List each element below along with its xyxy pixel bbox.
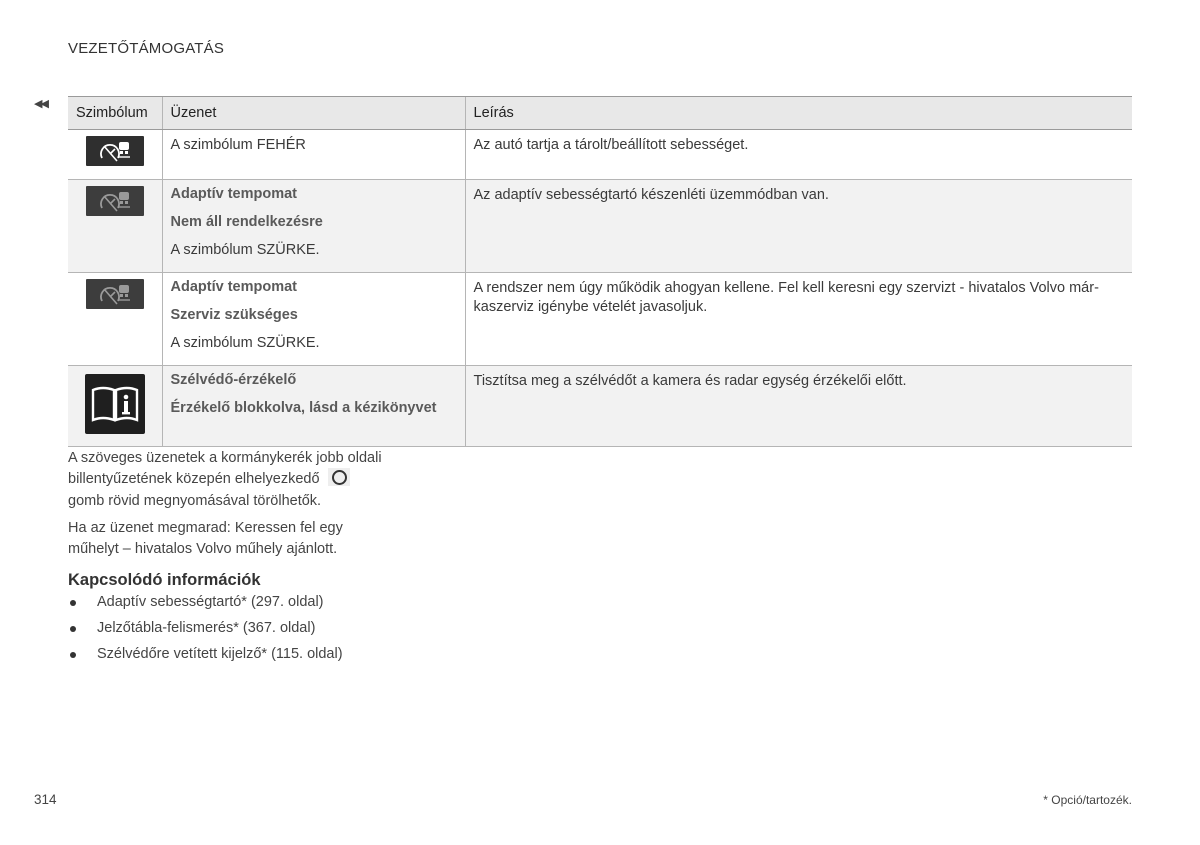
paragraph-line	[68, 469, 408, 491]
message-subtitle: Érzékelő blokkolva, lásd a kézikönyvet	[170, 400, 437, 416]
message-note: A szimbólum SZÜRKE.	[170, 242, 320, 258]
table-row	[68, 273, 1132, 366]
related-info-heading: Kapcsolódó információk	[68, 571, 261, 589]
message-title: Szélvédő-érzékelő	[170, 372, 297, 388]
description-text: Az autó tartja a tárolt/beállított sebességet.	[473, 137, 749, 153]
description-text: Az adaptív sebességtartó készenléti üzemmódban van.	[473, 187, 829, 203]
paragraph-text: billentyűzetének közepén elhelyezkedő	[68, 471, 320, 487]
message-title: Adaptív tempomat	[170, 279, 297, 295]
manual-info-icon	[85, 374, 145, 434]
section-title: VEZETŐTÁMOGATÁS	[68, 40, 225, 57]
message-text: A szimbólum FEHÉR	[170, 137, 306, 153]
related-link[interactable]: Adaptív sebességtartó* (297. oldal)	[68, 592, 343, 618]
symbol-cell	[68, 130, 162, 180]
steering-wheel-button-icon	[328, 468, 350, 486]
message-subtitle: Szerviz szükséges	[170, 307, 298, 323]
table-row	[68, 130, 1132, 180]
page-number: 314	[34, 792, 57, 807]
column-header-description: Leírás	[465, 97, 1132, 130]
related-link[interactable]: Szélvédőre vetített kijelző* (115. oldal)	[68, 644, 343, 670]
adaptive-cruise-icon	[86, 186, 144, 216]
message-table	[68, 96, 1132, 447]
message-note: A szimbólum SZÜRKE.	[170, 335, 320, 351]
message-title: Adaptív tempomat	[170, 186, 297, 202]
adaptive-cruise-icon	[86, 279, 144, 309]
footnote: * Opció/tartozék.	[1043, 793, 1132, 807]
column-header-message: Üzenet	[162, 97, 465, 130]
table-row	[68, 180, 1132, 273]
description-cell	[465, 180, 1132, 273]
column-header-symbol: Szimbólum	[68, 97, 162, 130]
paragraph-line: Ha az üzenet megmarad: Keressen fel egy	[68, 520, 343, 536]
symbol-cell	[68, 180, 162, 273]
message-cell	[162, 366, 465, 447]
back-arrows-icon[interactable]: ◀◀	[34, 98, 47, 110]
symbol-cell	[68, 273, 162, 366]
description-cell	[465, 130, 1132, 180]
description-text-line2: kaszerviz igénybe vételét javasoljuk.	[473, 299, 708, 315]
paragraph-line: gomb rövid megnyomásával törölhetők.	[68, 493, 322, 509]
table-row	[68, 366, 1132, 447]
description-cell	[465, 273, 1132, 366]
message-cell	[162, 130, 465, 180]
table-header-row	[68, 97, 1132, 130]
related-link[interactable]: Jelzőtábla-felismerés* (367. oldal)	[68, 618, 343, 644]
description-text-line1: A rendszer nem úgy működik ahogyan kellene. Fel kell keresni egy szervizt - hivatalos Volvo már-	[473, 280, 1099, 296]
persist-paragraph	[68, 518, 408, 560]
description-cell	[465, 366, 1132, 447]
paragraph-line: műhelyt – hivatalos Volvo műhely ajánlott.	[68, 541, 338, 557]
paragraph-line: A szöveges üzenetek a kormánykerék jobb oldali	[68, 450, 382, 466]
instruction-paragraph	[68, 448, 408, 512]
description-text: Tisztítsa meg a szélvédőt a kamera és radar egység érzékelői előtt.	[473, 373, 907, 389]
symbol-cell	[68, 366, 162, 447]
message-cell	[162, 273, 465, 366]
message-subtitle: Nem áll rendelkezésre	[170, 214, 323, 230]
message-cell	[162, 180, 465, 273]
related-info-list	[68, 592, 343, 670]
adaptive-cruise-icon	[86, 136, 144, 166]
